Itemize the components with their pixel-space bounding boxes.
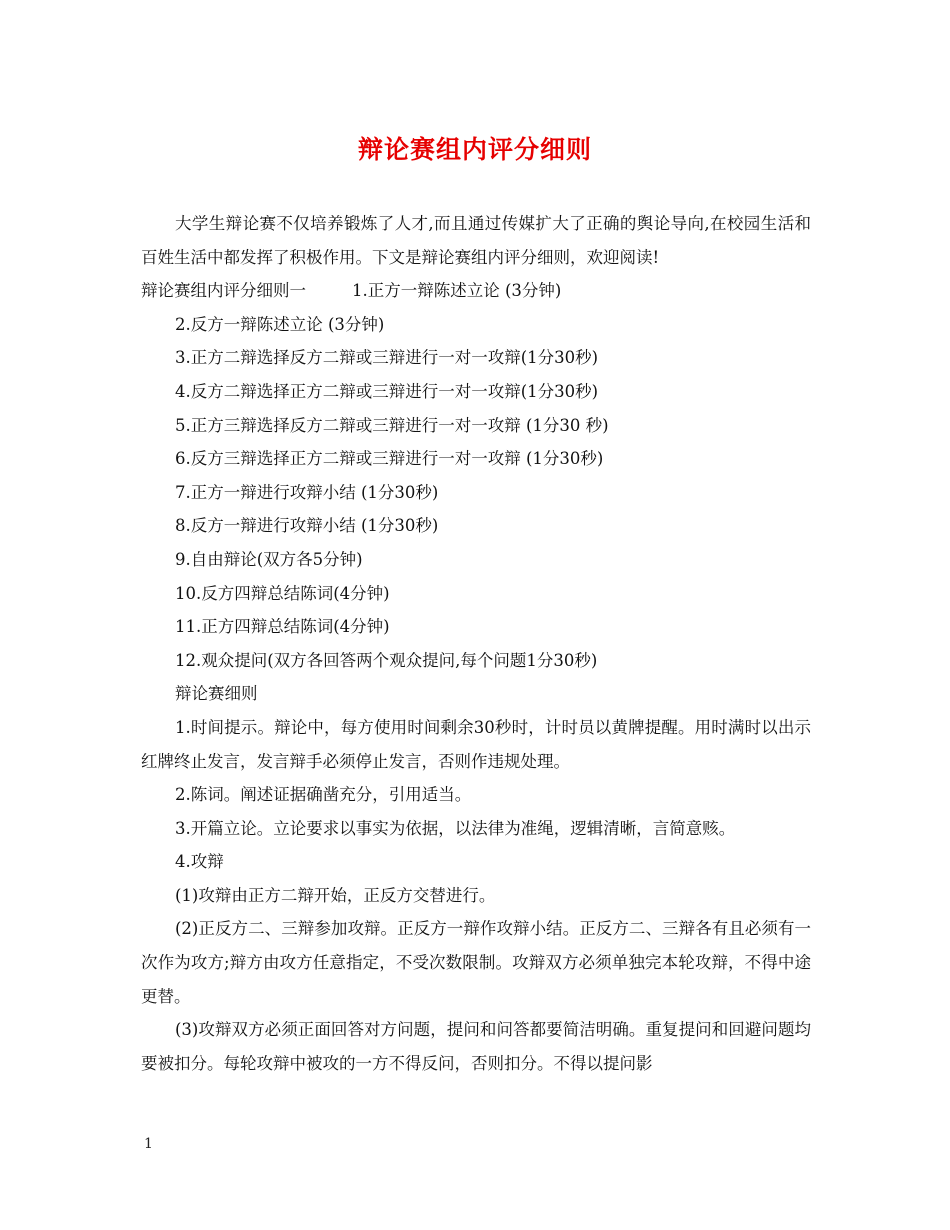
- rule-paragraph: 3.开篇立论。立论要求以事实为依据，以法律为准绳，逻辑清晰，言简意赅。: [175, 818, 736, 838]
- list-item: 2.反方一辩陈述立论 (3分钟): [175, 314, 385, 334]
- list-item: 6.反方三辩选择正方二辩或三辩进行一对一攻辩 (1分30秒): [175, 449, 604, 469]
- list-item: 12.观众提问(双方各回答两个观众提问,每个问题1分30秒): [175, 650, 598, 670]
- list-item: 8.反方一辩进行攻辩小结 (1分30秒): [175, 516, 439, 536]
- rule-paragraph: (1)攻辩由正方二辩开始，正反方交替进行。: [175, 885, 496, 905]
- rule-paragraph: (2)正反方二、三辩参加攻辩。正反方一辩作攻辩小结。正反方二、三辩各有且必须有一次作为攻方;辩方由攻方任意指定，不受次数限制。攻辩双方必须单独完本轮攻辩，不得中途更替。: [141, 919, 811, 1006]
- list-item: 9.自由辩论(双方各5分钟): [175, 549, 363, 569]
- intro-paragraph: 大学生辩论赛不仅培养锻炼了人才,而且通过传媒扩大了正确的舆论导向,在校园生活和百姓生活中都发挥了积极作用。下文是辩论赛组内评分细则，欢迎阅读!: [141, 214, 811, 267]
- list-item: 11.正方四辩总结陈词(4分钟): [175, 617, 390, 637]
- rule-paragraph: 1.时间提示。辩论中，每方使用时间剩余30秒时，计时员以黄牌提醒。用时满时以出示红牌终止发言，发言辩手必须停止发言，否则作违规处理。: [141, 717, 811, 771]
- section-1-heading-row: [141, 274, 811, 308]
- section-2-heading: 辩论赛细则: [175, 684, 258, 704]
- rule-paragraph: 2.陈词。阐述证据确凿充分，引用适当。: [175, 785, 472, 805]
- section-1-first-item: 1.正方一辩陈述立论 (3分钟): [352, 281, 562, 301]
- list-item: 3.正方二辩选择反方二辩或三辩进行一对一攻辩(1分30秒): [175, 348, 599, 368]
- section-1-label: 辩论赛组内评分细则一: [141, 281, 306, 301]
- page-number: 1: [144, 1136, 153, 1152]
- list-item: 7.正方一辩进行攻辩小结 (1分30秒): [175, 482, 439, 502]
- document-title: 辩论赛组内评分细则: [357, 135, 592, 164]
- rule-paragraph: 4.攻辩: [175, 852, 224, 872]
- list-item: 4.反方二辩选择正方二辩或三辩进行一对一攻辩(1分30秒): [175, 381, 599, 401]
- document-body: [141, 207, 811, 1080]
- list-item: 10.反方四辩总结陈词(4分钟): [175, 583, 390, 603]
- list-item: 5.正方三辩选择反方二辩或三辩进行一对一攻辩 (1分30 秒): [175, 415, 609, 435]
- rule-paragraph: (3)攻辩双方必须正面回答对方问题，提问和问答都要简洁明确。重复提问和回避问题均要被扣分。每轮攻辩中被攻的一方不得反问，否则扣分。不得以提问影: [141, 1020, 811, 1073]
